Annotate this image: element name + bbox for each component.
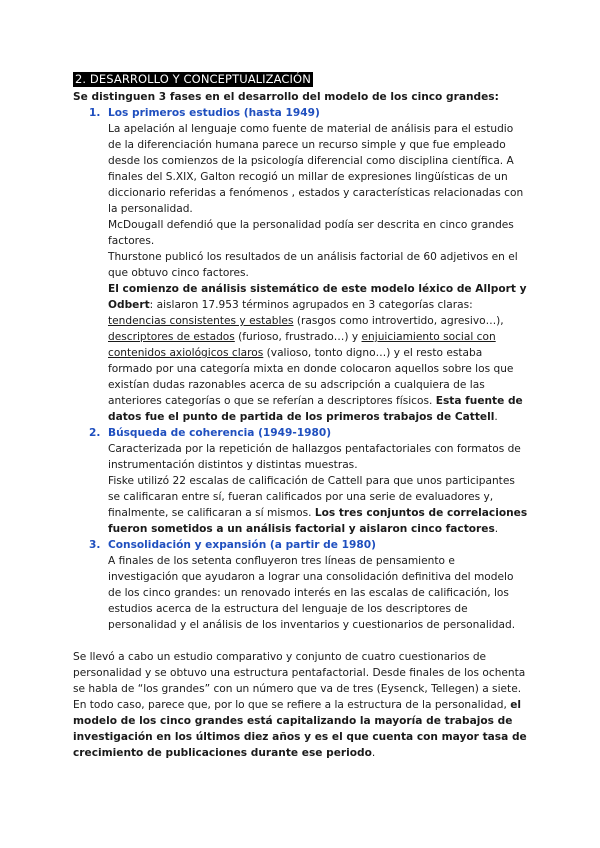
phase-3 <box>89 537 528 633</box>
body-text: Fiske utilizó 22 escalas de calificación de Cattell para que unos participantes se calificaran entre sí, fueran calificados por una serie de evaluadores y, finalmente, se calificaran a sí mismos. <box>108 475 515 519</box>
body-text: (valioso, tonto digno…) y el resto estaba formado por una categoría mixta en donde colocaron aquellos sobre los que existían dudas razonables acerca de su adscripción a cualquiera de las anteriores categorías o que se referían a descriptores físicos. <box>108 347 514 407</box>
phase-1-paragraph <box>108 281 528 425</box>
body-text: (rasgos como introvertido, agresivo…), <box>293 315 504 327</box>
body-text: (furioso, frustrado…) y <box>234 331 362 343</box>
intro-text: Se distinguen 3 fases en el desarrollo del modelo de los cinco grandes: <box>73 91 499 103</box>
phase-1-body <box>108 121 528 425</box>
phase-2-title-text: Búsqueda de coherencia (1949-1980) <box>108 427 332 439</box>
bold-text: El comienzo de análisis sistemático de este modelo léxico de Allport y Odbert <box>108 283 527 311</box>
closing-paragraph <box>73 649 528 761</box>
body-text: . <box>494 411 498 423</box>
phase-3-title <box>89 537 528 553</box>
phase-1-title <box>89 105 528 121</box>
body-text: : aislaron 17.953 términos agrupados en 3 categorías claras: <box>149 299 473 311</box>
phase-2-body <box>108 441 528 537</box>
section-heading: 2. DESARROLLO Y CONCEPTUALIZACIÓN <box>75 72 311 86</box>
phase-1 <box>89 105 528 425</box>
phase-1-paragraph: McDougall defendió que la personalidad podía ser descrita en cinco grandes factores. <box>108 219 514 247</box>
phase-1-number: 1. <box>89 107 101 119</box>
phase-2-paragraph: Caracterizada por la repetición de hallazgos pentafactoriales con formatos de instrumentación distintos y distintas muestras. <box>108 443 521 471</box>
phase-2-title <box>89 425 528 441</box>
underlined-term: tendencias consistentes y estables <box>108 315 294 327</box>
phase-3-title-text: Consolidación y expansión (a partir de 1980) <box>108 539 376 551</box>
bold-text: Esta fuente de datos fue el punto de partida de los primeros trabajos de Cattell <box>108 395 523 423</box>
document-page <box>73 72 528 761</box>
phase-2 <box>89 425 528 537</box>
closing-section <box>73 649 528 761</box>
underlined-term: descriptores de estados <box>108 331 235 343</box>
body-text: Se llevó a cabo un estudio comparativo y conjunto de cuatro cuestionarios de personalidad y se obtuvo una estructura pentafactorial. Desde finales de los ochenta se habla de “los grandes” con un número que va de tres (Eysenck, Tellegen) a siete. En todo caso, parece que, por lo que se refiere a la estructura de la personalidad, <box>73 651 526 711</box>
bold-text: Los tres conjuntos de correlaciones fueron sometidos a un análisis factorial y aislaron cinco factores <box>108 507 528 535</box>
phase-2-number: 2. <box>89 427 101 439</box>
bold-text: el modelo de los cinco grandes está capitalizando la mayoría de trabajos de investigación en los últimos diez años y es el que cuenta con mayor tasa de crecimiento de publicaciones durante ese periodo <box>73 699 527 759</box>
phase-3-number: 3. <box>89 539 101 551</box>
body-text: . <box>371 747 376 759</box>
phase-1-paragraph: Thurstone publicó los resultados de un análisis factorial de 60 adjetivos en el que obtuvo cinco factores. <box>108 251 518 279</box>
phase-3-body <box>108 553 528 633</box>
phase-2-paragraph <box>108 473 528 537</box>
underlined-term: enjuiciamiento social con contenidos axiológicos claros <box>108 331 496 359</box>
phase-1-paragraph: La apelación al lenguaje como fuente de material de análisis para el estudio de la diferenciación humana parece un recurso simple y que fue empleado desde los comienzos de la psicología diferencial como disciplina científica. A finales del S.XIX, Galton recogió un millar de expresiones lingüísticas de un diccionario referidas a fenómenos , estados y características relacionadas con la personalidad. <box>108 123 524 215</box>
phase-1-title-text: Los primeros estudios (hasta 1949) <box>108 107 320 119</box>
body-text: . <box>494 523 499 535</box>
phase-3-paragraph: A finales de los setenta confluyeron tres líneas de pensamiento e investigación que ayudaron a lograr una consolidación definitiva del modelo de los cinco grandes: un renovado interés en las escalas de calificación, los estudios acerca de la estructura del lenguaje de los descriptores de personalidad y el análisis de los inventarios y cuestionarios de personalidad. <box>108 555 516 631</box>
